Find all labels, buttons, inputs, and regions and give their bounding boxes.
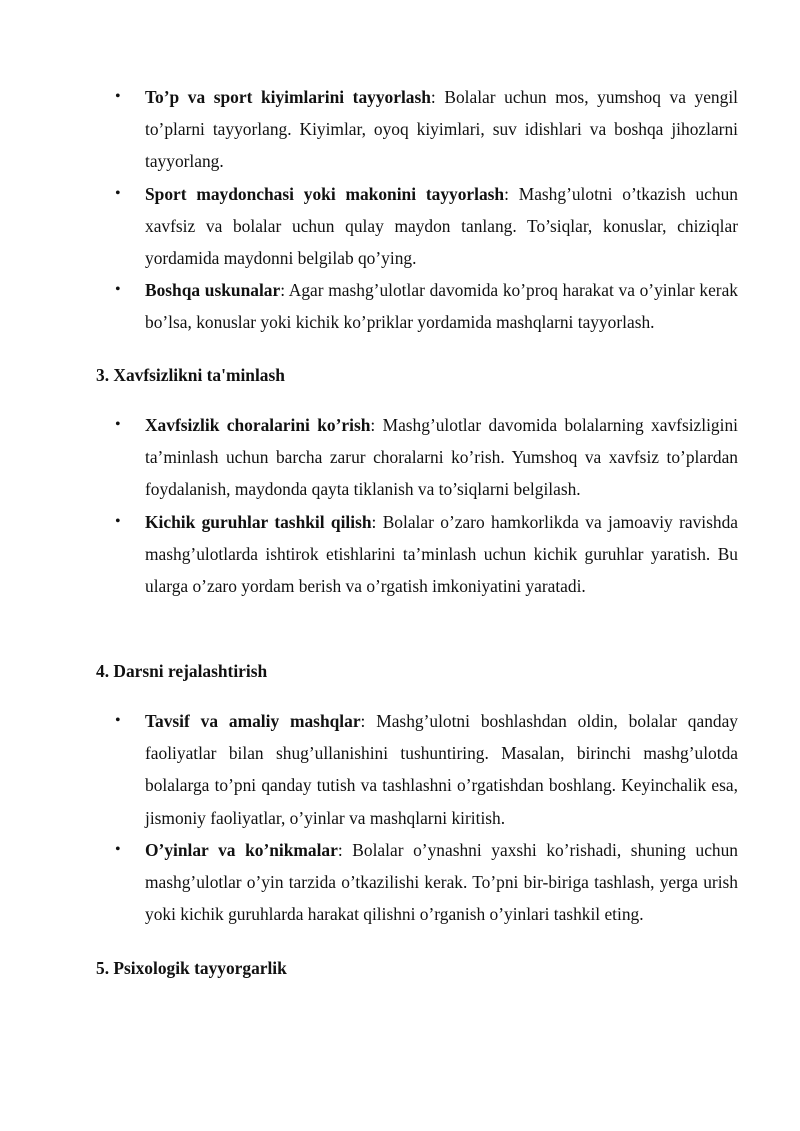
list-item bbox=[115, 506, 738, 603]
bullet-icon: • bbox=[115, 712, 121, 729]
item-term: O’yinlar va ko’nikmalar bbox=[145, 839, 338, 860]
item-text: : Bolalar o’zaro hamkorlikda va jamoaviy ravishda mashg’ulotlarda ishtirok etishlarini ta’minlash uchun kichik guruhlar yaratish. Bu ularga o’zaro yordam berish va o’rgatish imkoniyatini yaratadi. bbox=[145, 511, 738, 597]
list-item bbox=[115, 274, 738, 338]
list-item bbox=[115, 178, 738, 275]
bullet-icon: • bbox=[115, 281, 121, 299]
item-text: : Mashg’ulotlar davomida bolalarning xavfsizligini ta’minlash uchun barcha zarur choralarni ko’rish. Yumshoq va xavfsiz to’plardan foydalanish, maydonda qayta tiklanish va to’siqlarni belgilash. bbox=[145, 415, 738, 500]
list-item bbox=[115, 834, 738, 931]
bullet-list-section-4 bbox=[115, 705, 738, 930]
section-heading-4: 4. Darsni rejalashtirish bbox=[96, 661, 268, 681]
section-heading-3: 3. Xavfsizlikni ta'minlash bbox=[96, 365, 285, 385]
item-text: : Bolalar uchun mos, yumshoq va yengil to’plarni tayyorlang. Kiyimlar, oyoq kiyimlari, suv idishlari va boshqa jihozlarni tayyorlang. bbox=[145, 87, 738, 172]
bullet-icon: • bbox=[115, 416, 121, 433]
section-heading-5: 5. Psixologik tayyorgarlik bbox=[96, 958, 287, 978]
item-text: : Bolalar o’ynashni yaxshi ko’rishadi, shuning uchun mashg’ulotlar o’yin tarzida o’tkazilishi kerak. To’pni bir-biriga tashlash, yerga urish yoki kichik guruhlarda harakat qilishni o’rganish o’yinlari tashkil eting. bbox=[145, 839, 738, 925]
item-term: Boshqa uskunalar bbox=[145, 280, 281, 301]
bullet-icon: • bbox=[115, 512, 121, 530]
item-term: Xavfsizlik choralarini ko’rish bbox=[145, 415, 371, 435]
list-item bbox=[115, 409, 738, 506]
bullet-icon: • bbox=[115, 88, 121, 105]
bullet-list-section-2 bbox=[115, 81, 738, 339]
item-term: Sport maydonchasi yoki makonini tayyorlash bbox=[145, 183, 505, 204]
item-term: Kichik guruhlar tashkil qilish bbox=[145, 511, 372, 532]
item-text: : Agar mashg’ulotlar davomida ko’proq harakat va o’yinlar kerak bo’lsa, konuslar yoki kichik ko’priklar yordamida mashqlarni tayyorlash. bbox=[145, 280, 738, 333]
list-item bbox=[115, 81, 738, 178]
bullet-icon: • bbox=[115, 184, 121, 202]
item-term: To’p va sport kiyimlarini tayyorlash bbox=[145, 87, 431, 107]
item-text: : Mashg’ulotni boshlashdan oldin, bolalar qanday faoliyatlar bilan shug’ullanishini tushuntiring. Masalan, birinchi mashg’ulotda bolalarga to’pni qanday tutish va tashlashni o’rgatishdan boshlang. Keyinchalik esa, jismoniy faoliyatlar, o’yinlar va mashqlarni kiritish. bbox=[145, 711, 738, 828]
list-item bbox=[115, 705, 738, 834]
bullet-icon: • bbox=[115, 840, 121, 858]
bullet-list-section-3 bbox=[115, 409, 738, 602]
item-term: Tavsif va amaliy mashqlar bbox=[145, 711, 361, 731]
item-text: : Mashg’ulotni o’tkazish uchun xavfsiz va bolalar uchun qulay maydon tanlang. To’siqlar, konuslar, chiziqlar yordamida maydonni belgilab qo’ying. bbox=[145, 183, 738, 269]
